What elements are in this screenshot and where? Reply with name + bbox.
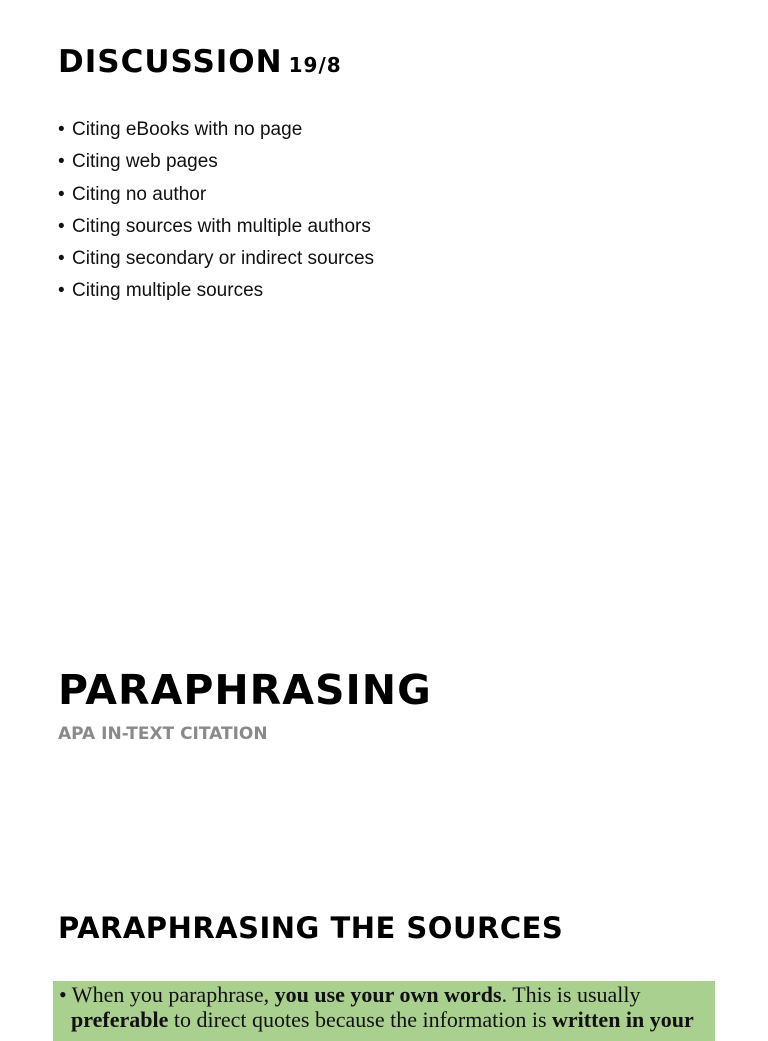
discussion-heading [58, 44, 342, 80]
bullet-icon: • [58, 119, 65, 140]
list-item-text: Citing secondary or indirect sources [72, 248, 375, 270]
explanation-emphasis: you use your own words [274, 982, 502, 1007]
paraphrasing-subtitle: APA IN-TEXT CITATION [58, 724, 268, 744]
list-item-text: Citing sources with multiple authors [72, 215, 371, 237]
paraphrasing-title: PARAPHRASING [58, 666, 432, 714]
list-item [58, 275, 374, 307]
list-item [58, 114, 374, 146]
list-item [58, 243, 374, 275]
explanation-text: When you paraphrase, [66, 982, 275, 1007]
list-item [58, 211, 374, 243]
explanation-text: . This is usually [501, 982, 641, 1007]
bullet-icon: • [58, 151, 65, 173]
explanation-line-2 [53, 1006, 715, 1031]
explanation-emphasis: preferable [71, 1007, 169, 1032]
discussion-date: 19/8 [288, 53, 342, 77]
list-item-text: Citing web pages [72, 151, 218, 173]
explanation-line-1 [53, 981, 715, 1006]
bullet-icon: • [58, 183, 65, 205]
paraphrasing-sources-title: PARAPHRASING THE SOURCES [58, 911, 564, 945]
discussion-title: DISCUSSION [58, 44, 283, 80]
bullet-icon: • [58, 215, 65, 237]
list-item [58, 146, 374, 178]
list-item-text: Citing eBooks with no page [72, 119, 303, 140]
explanation-emphasis: written in your [552, 1007, 694, 1032]
explanation-text: to direct quotes because the information is [168, 1007, 553, 1032]
list-item [58, 179, 374, 211]
bullet-icon: • [58, 248, 65, 270]
paraphrase-explanation-box [53, 981, 715, 1041]
list-item-text: Citing no author [72, 183, 207, 205]
list-item-text: Citing multiple sources [72, 280, 264, 302]
discussion-topics-list [58, 114, 374, 308]
bullet-icon: • [59, 982, 67, 1007]
bullet-icon: • [58, 280, 65, 302]
